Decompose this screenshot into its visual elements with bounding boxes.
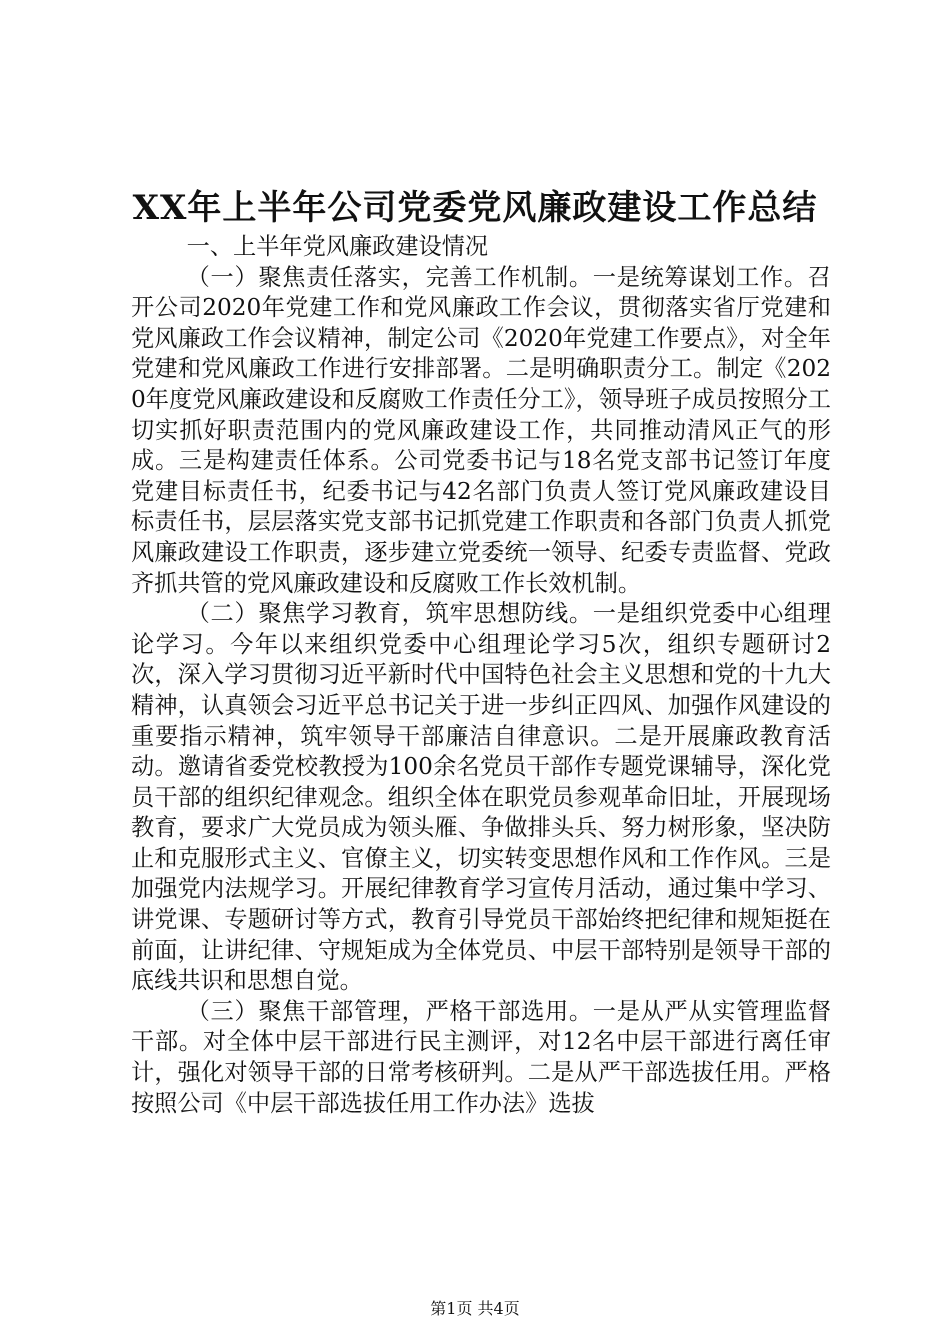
document-body bbox=[131, 232, 831, 1119]
page-footer: 第1页 共4页 bbox=[430, 1299, 520, 1318]
paragraph-1: （一）聚焦责任落实，完善工作机制。一是统筹谋划工作。召开公司2020年党建工作和党风廉政工作会议，贯彻落实省厅党建和党风廉政工作会议精神，制定公司《2020年党建工作要点》，对全年党建和党风廉政工作进行安排部署。二是明确职责分工。制定《2020年度党风廉政建设和反腐败工作责任分工》，领导班子成员按照分工切实抓好职责范围内的党风廉政建设工作，共同推动清风正气的形成。三是构建责任体系。公司党委书记与18名党支部书记签订年度党建目标责任书，纪委书记与42名部门负责人签订党风廉政建设目标责任书，层层落实党支部书记抓党建工作职责和各部门负责人抓党风廉政建设工作职责，逐步建立党委统一领导、纪委专责监督、党政齐抓共管的党风廉政建设和反腐败工作长效机制。 bbox=[131, 263, 831, 597]
document-title: XX年上半年公司党委党风廉政建设工作总结 bbox=[132, 188, 818, 228]
section-heading: 一、上半年党风廉政建设情况 bbox=[186, 233, 489, 260]
paragraph-2: （二）聚焦学习教育，筑牢思想防线。一是组织党委中心组理论学习。今年以来组织党委中心组理论学习5次，组织专题研讨2次，深入学习贯彻习近平新时代中国特色社会主义思想和党的十九大精神，认真领会习近平总书记关于进一步纠正四风、加强作风建设的重要指示精神，筑牢领导干部廉洁自律意识。二是开展廉政教育活动。邀请省委党校教授为100余名党员干部作专题党课辅导，深化党员干部的组织纪律观念。组织全体在职党员参观革命旧址，开展现场教育，要求广大党员成为领头雁、争做排头兵、努力树形象，坚决防止和克服形式主义、官僚主义，切实转变思想作风和工作作风。三是加强党内法规学习。开展纪律教育学习宣传月活动，通过集中学习、讲党课、专题研讨等方式，教育引导党员干部始终把纪律和规矩挺在前面，让讲纪律、守规矩成为全体党员、中层干部特别是领导干部的底线共识和思想自觉。 bbox=[131, 600, 831, 995]
paragraph-3: （三）聚焦干部管理，严格干部选用。一是从严从实管理监督干部。对全体中层干部进行民主测评，对12名中层干部进行离任审计，强化对领导干部的日常考核研判。二是从严干部选拔任用。严格按照公司《中层干部选拔任用工作办法》选拔 bbox=[131, 997, 831, 1117]
